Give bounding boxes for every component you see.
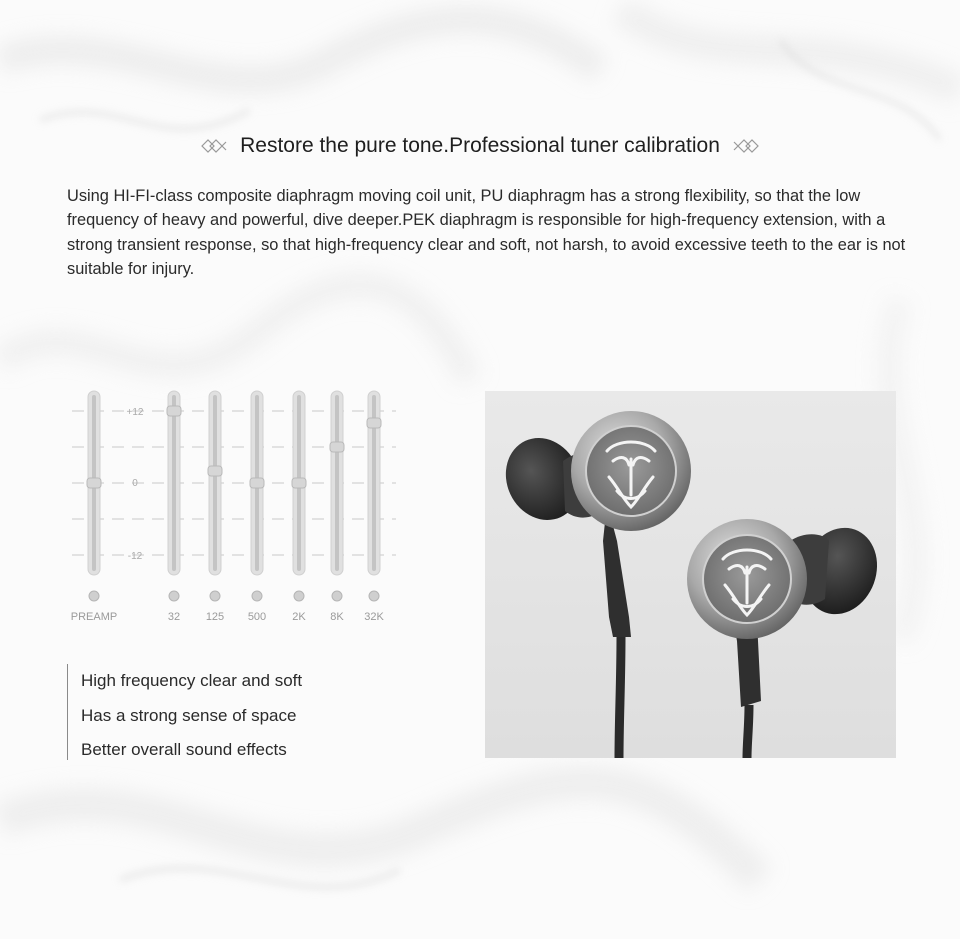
eq-band-dot [294, 591, 304, 601]
feature-item: Better overall sound effects [81, 740, 287, 759]
diamond-ornament-icon [198, 136, 230, 156]
eq-slider-knob [367, 418, 381, 428]
section-title: Restore the pure tone.Professional tuner calibration [240, 134, 720, 157]
eq-band-dot [332, 591, 342, 601]
eq-band-label: 500 [247, 611, 267, 623]
eq-band-label: 32K [364, 611, 384, 623]
eq-band-label: 125 [205, 611, 225, 623]
eq-scale [127, 407, 144, 562]
eq-band-label: 32 [167, 611, 181, 623]
feature-list [67, 664, 401, 760]
eq-slider-knob [292, 478, 306, 488]
eq-scale-min: -12 [127, 551, 143, 562]
intro-paragraph: Using HI-FI-class composite diaphragm moving coil unit, PU diaphragm has a strong flexibility, so that the low frequency of heavy and powerful, dive deeper.PEK diaphragm is responsible for high-frequency extension, with a strong transient response, so that high-frequency clear and soft, not harsh, to avoid excessive teeth to the ear is not suitable for injury. [67, 187, 906, 278]
section-heading [0, 128, 960, 164]
eq-slider-knob [250, 478, 264, 488]
eq-band-dot [369, 591, 379, 601]
earphones-photo [485, 391, 896, 758]
eq-slider-groove [335, 395, 339, 571]
eq-slider-knob [208, 466, 222, 476]
eq-slider-knob [87, 478, 101, 488]
eq-band-dot [89, 591, 99, 601]
eq-grid [72, 411, 396, 555]
eq-scale-max: +12 [126, 407, 144, 418]
eq-band-dot [169, 591, 179, 601]
eq-slider-knob [167, 406, 181, 416]
eq-bands [71, 391, 385, 623]
eq-scale-zero: 0 [132, 478, 138, 489]
diamond-ornament-icon [730, 136, 762, 156]
eq-band-label: 2K [292, 611, 306, 623]
eq-slider-groove [213, 395, 217, 571]
eq-slider-groove [172, 395, 176, 571]
eq-band-label: 8K [330, 611, 344, 623]
eq-band-dot [210, 591, 220, 601]
eq-band-dot [252, 591, 262, 601]
feature-item: High frequency clear and soft [81, 671, 303, 690]
eq-band-label: PREAMP [70, 611, 118, 623]
eq-slider-knob [330, 442, 344, 452]
equalizer-graphic [58, 385, 403, 630]
feature-item: Has a strong sense of space [81, 705, 297, 725]
